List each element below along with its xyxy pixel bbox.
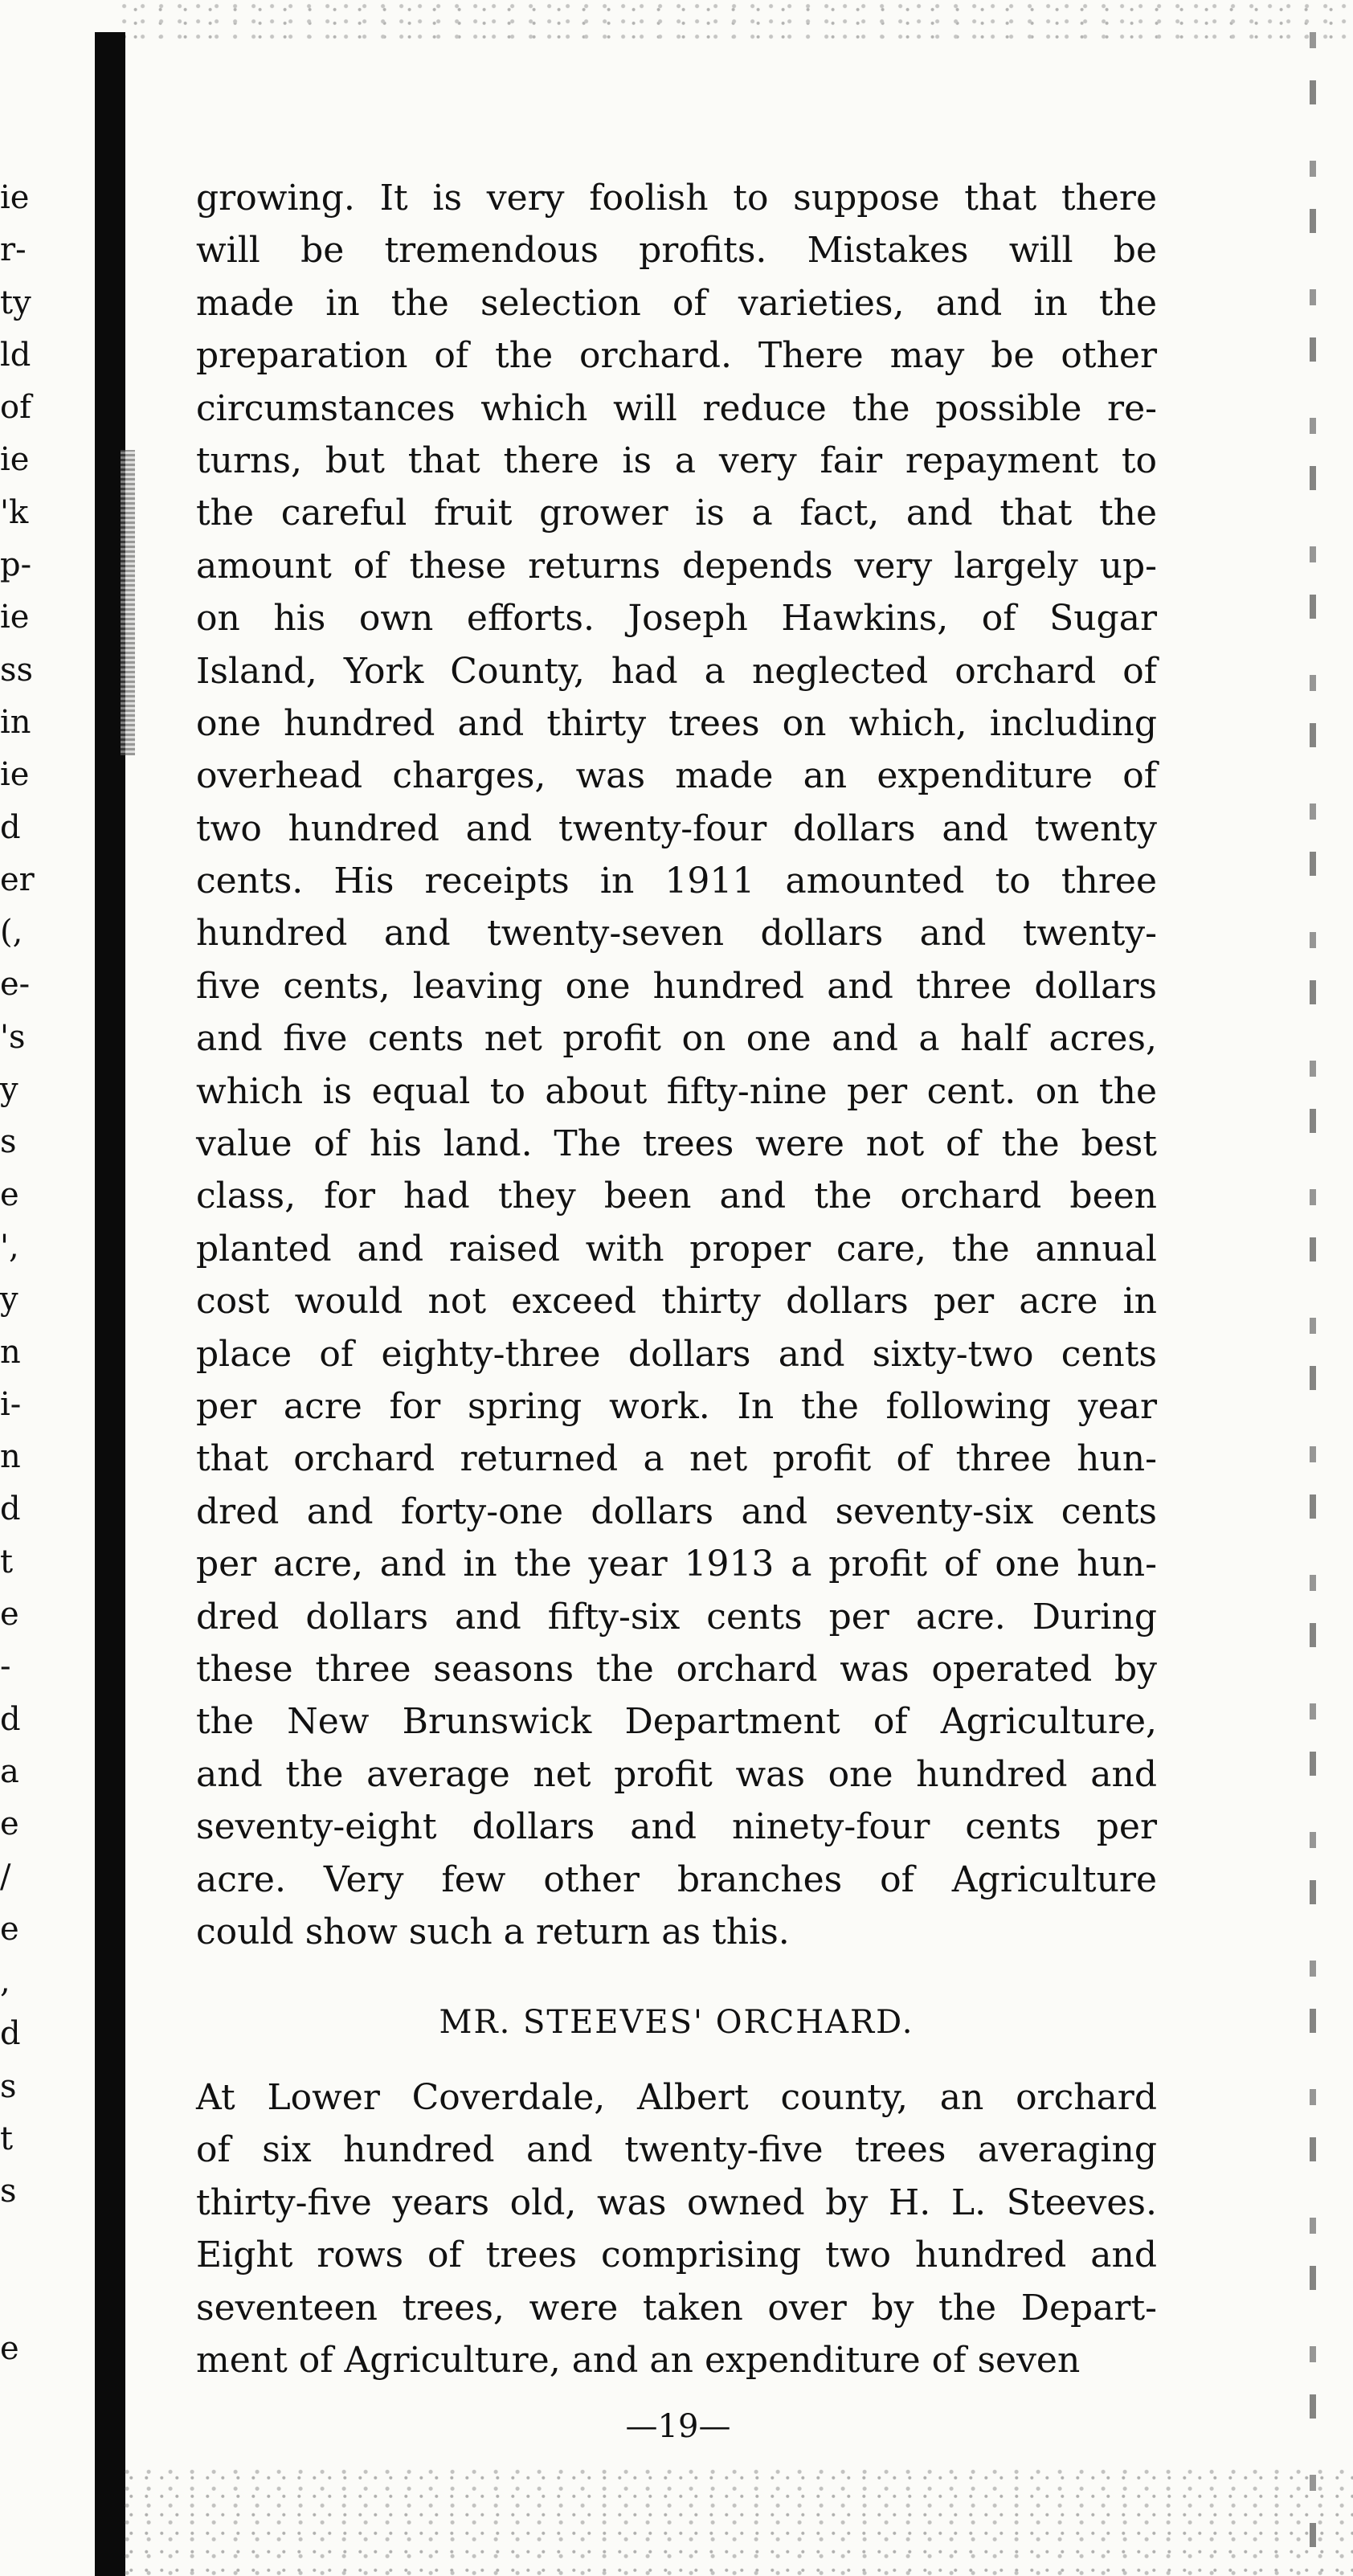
text-line: and the average net profit was one hundred and [196,1753,1157,1795]
text-line: cents. His receipts in 1911 amounted to three [196,861,1157,902]
previous-page-fragment: , [0,1963,10,2001]
text-line: could show such a return as this. [196,1911,790,1952]
previous-page-fragment: s [0,1123,17,1161]
text-line: dred dollars and fifty-six cents per acre. During [196,1596,1157,1638]
previous-page-fragment: er [0,861,35,898]
right-page-edge [1310,32,1316,2547]
previous-page-fragment: e [0,1596,19,1634]
text-line: and five cents net profit on one and a half acres, [196,1018,1157,1060]
previous-page-fragment: n [0,1333,21,1371]
text-line: the New Brunswick Department of Agriculture, [196,1701,1157,1743]
text-line: growing. It is very foolish to suppose that there [196,178,1157,219]
text-line: of six hundred and twenty-five trees averaging [196,2129,1157,2171]
text-line: hundred and twenty-seven dollars and twenty- [196,913,1157,955]
previous-page-fragment: in [0,703,31,741]
previous-page-fragment: r- [0,231,27,269]
previous-page-fragment: ie [0,756,30,794]
text-line: overhead charges, was made an expenditure of [196,755,1157,797]
text-line: place of eighty-three dollars and sixty-two cents [196,1333,1157,1375]
previous-page-fragment: i- [0,1385,22,1423]
previous-page-fragment: ', [0,1228,19,1266]
previous-page-fragment: p- [0,546,32,584]
text-line: value of his land. The trees were not of the best [196,1123,1157,1165]
text-line: At Lower Coverdale, Albert county, an orchard [196,2077,1157,2118]
previous-page-fragment: (, [0,914,23,951]
previous-page-fragment: t [0,1543,14,1580]
previous-page-fragment: - [0,1648,11,1686]
text-line: two hundred and twenty-four dollars and twenty [196,808,1157,849]
page-number: —19— [625,2408,731,2445]
paragraph-2 [196,2071,1157,2386]
text-line: dred and forty-one dollars and seventy-six cents [196,1490,1157,1532]
previous-page-fragment: ie [0,179,30,216]
gutter-texture [121,450,135,755]
text-line: on his own efforts. Joseph Hawkins, of Sugar [196,598,1157,640]
previous-page-fragment: ss [0,651,34,689]
previous-page-fragment: e [0,1176,19,1213]
previous-page-fragment: d [0,2015,21,2053]
previous-page-fragment: a [0,1752,19,1790]
text-line: turns, but that there is a very fair repayment to [196,440,1157,481]
text-line: will be tremendous profits. Mistakes will be [196,230,1157,272]
text-line: which is equal to about fifty-nine per cent. on the [196,1070,1157,1112]
previous-page-fragments [0,172,88,2375]
text-line: Island, York County, had a neglected orchard of [196,650,1157,692]
previous-page-fragment: s [0,2067,17,2105]
previous-page-fragment: e [0,2330,19,2368]
previous-page-fragment: t [0,2120,14,2157]
text-line: five cents, leaving one hundred and three dollars [196,965,1157,1007]
bottom-edge-specks [121,2467,1353,2576]
text-line: the careful fruit grower is a fact, and that the [196,493,1157,534]
previous-page-fragment: y [0,1281,18,1319]
previous-page-fragment: s [0,2173,17,2210]
previous-page-fragment: ie [0,441,30,479]
previous-page-fragment: 'k [0,493,29,531]
previous-page-fragment: e [0,1910,19,1948]
text-line: amount of these returns depends very largely up- [196,545,1157,587]
text-line: acre. Very few other branches of Agriculture [196,1858,1157,1900]
previous-page-fragment: n [0,1438,21,1476]
text-line: seventy-eight dollars and ninety-four cents per [196,1806,1157,1848]
text-line: class, for had they been and the orchard been [196,1176,1157,1217]
text-line: Eight rows of trees comprising two hundred and [196,2235,1157,2276]
text-line: per acre for spring work. In the following year [196,1385,1157,1427]
previous-page-fragment [0,2218,88,2271]
previous-page-fragment: 's [0,1018,26,1056]
previous-page-fragment: d [0,1490,21,1528]
text-line: preparation of the orchard. There may be other [196,335,1157,377]
previous-page-fragment: / [0,1858,11,1895]
previous-page-fragment [0,2271,88,2323]
previous-page-fragment: e [0,1805,19,1843]
paragraph-1 [196,172,1157,1958]
text-line: that orchard returned a net profit of three hun- [196,1438,1157,1480]
previous-page-fragment: d [0,1700,21,1738]
previous-page-fragment: y [0,1071,18,1109]
binding-gutter [95,32,125,2576]
section-heading: MR. STEEVES' ORCHARD. [439,2004,914,2041]
top-edge-specks [121,0,1353,48]
text-line: circumstances which will reduce the possible re- [196,387,1157,429]
text-line: one hundred and thirty trees on which, including [196,702,1157,744]
previous-page-fragment: ie [0,599,30,636]
text-line: thirty-five years old, was owned by H. L. Steeves. [196,2181,1157,2223]
previous-page-fragment: ty [0,284,31,321]
text-line: made in the selection of varieties, and in the [196,282,1157,324]
text-line: cost would not exceed thirty dollars per acre in [196,1281,1157,1323]
previous-page-fragment: of [0,389,31,427]
text-line: planted and raised with proper care, the annual [196,1228,1157,1270]
previous-page-fragment: ld [0,336,31,374]
text-line: these three seasons the orchard was operated by [196,1648,1157,1690]
text-line: ment of Agriculture, and an expenditure of seven [196,2339,1081,2381]
text-line: seventeen trees, were taken over by the Depart- [196,2287,1157,2329]
previous-page-fragment: d [0,808,21,846]
previous-page-fragment: e- [0,966,31,1004]
text-line: per acre, and in the year 1913 a profit of one hun- [196,1544,1157,1585]
